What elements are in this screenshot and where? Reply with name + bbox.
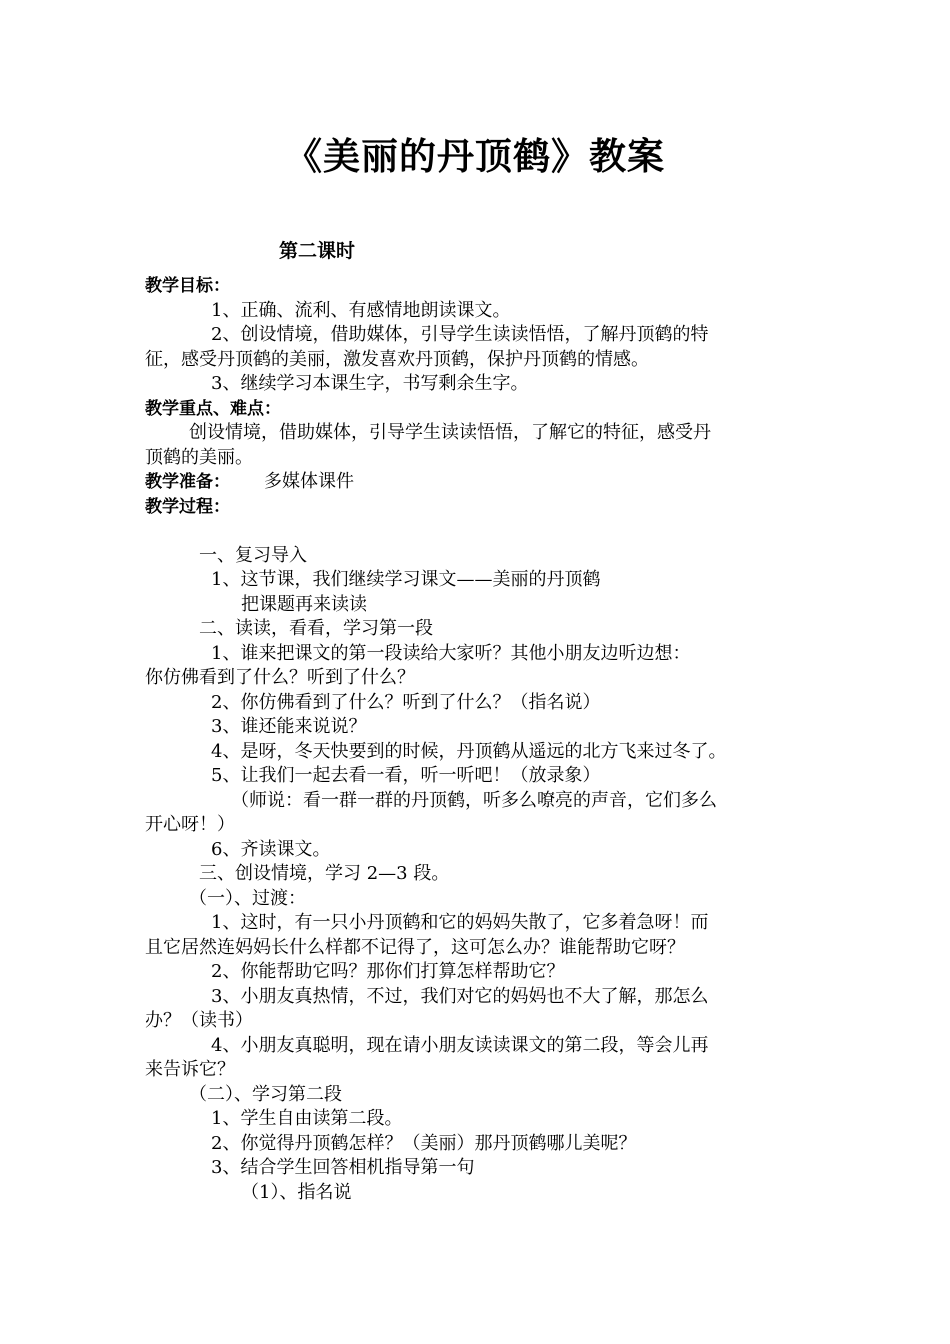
process-step: 1、这时，有一只小丹顶鹤和它的妈妈失散了，它多着急呀！而 — [211, 912, 709, 933]
process-step: 2、你觉得丹顶鹤怎样？（美丽）那丹顶鹤哪儿美呢？ — [211, 1132, 637, 1154]
goal-item: 3、继续学习本课生字，书写剩余生字。 — [211, 373, 529, 394]
process-step: 3、结合学生回答相机指导第一句 — [211, 1157, 475, 1178]
process-step-continuation: 办？（读书） — [145, 1010, 253, 1031]
goal-item: 1、正确、流利、有感情地朗读课文。 — [211, 299, 511, 321]
process-step-continuation: 你仿佛看到了什么？听到了什么？ — [145, 667, 415, 688]
document-title: 《美丽的丹顶鹤》教案 — [285, 135, 665, 178]
teacher-remark: （师说：看一群一群的丹顶鹤，听多么嘹亮的声音，它们多么 — [231, 789, 717, 811]
process-heading: 教学过程： — [145, 496, 230, 517]
section-heading: 一、复习导入 — [199, 544, 307, 566]
process-step: 1、这节课，我们继续学习课文——美丽的丹顶鹤 — [211, 569, 601, 590]
subsection-heading: （一）、过渡： — [189, 887, 306, 909]
blank-line — [145, 519, 830, 544]
process-step: 2、你能帮助它吗？那你们打算怎样帮助它？ — [211, 961, 565, 982]
process-step-continuation: 把课题再来读读 — [241, 593, 367, 615]
subsection-heading: （二）、学习第二段 — [189, 1083, 342, 1105]
preparation-row — [145, 470, 830, 495]
key-points-continuation: 顶鹤的美丽。 — [145, 446, 253, 468]
process-step: 6、齐读课文。 — [211, 838, 331, 860]
section-heading: 三、创设情境，学习 2—3 段。 — [199, 863, 450, 884]
section-heading: 二、读读，看看，学习第一段 — [199, 618, 433, 639]
preparation-value: 多媒体课件 — [264, 471, 354, 492]
process-step: 2、你仿佛看到了什么？听到了什么？（指名说） — [211, 691, 601, 713]
key-points-text: 创设情境，借助媒体，引导学生读读悟悟，了解它的特征，感受丹 — [189, 422, 711, 443]
process-step: 1、谁来把课文的第一段读给大家听？其他小朋友边听边想： — [211, 642, 691, 664]
process-step-continuation: 来告诉它？ — [145, 1059, 235, 1080]
process-step: 4、是呀，冬天快要到的时候，丹顶鹤从遥远的北方飞来过冬了。 — [211, 740, 727, 762]
process-step-continuation: 且它居然连妈妈长什么样都不记得了，这可怎么办？谁能帮助它呀？ — [145, 936, 685, 958]
process-sub-step: （1）、指名说 — [241, 1181, 352, 1203]
key-points-heading: 教学重点、难点： — [145, 398, 281, 419]
process-step: 5、让我们一起去看一看，听一听吧！（放录象） — [211, 765, 601, 786]
goals-heading: 教学目标： — [145, 276, 230, 296]
preparation-heading: 教学准备： — [145, 472, 230, 492]
process-step: 3、谁还能来说说？ — [211, 716, 367, 737]
process-step: 3、小朋友真热情，不过，我们对它的妈妈也不大了解，那怎么 — [211, 985, 709, 1007]
goal-item: 2、创设情境，借助媒体，引导学生读读悟悟，了解丹顶鹤的特 — [211, 324, 709, 345]
process-step: 4、小朋友真聪明，现在请小朋友读读课文的第二段，等会儿再 — [211, 1034, 709, 1056]
goal-item-continuation: 征，感受丹顶鹤的美丽，激发喜欢丹顶鹤，保护丹顶鹤的情感。 — [145, 348, 649, 370]
process-step: 1、学生自由读第二段。 — [211, 1108, 403, 1129]
lesson-period: 第二课时 — [279, 240, 356, 262]
teacher-remark-continuation: 开心呀！） — [145, 814, 235, 835]
document-body — [145, 274, 830, 1205]
